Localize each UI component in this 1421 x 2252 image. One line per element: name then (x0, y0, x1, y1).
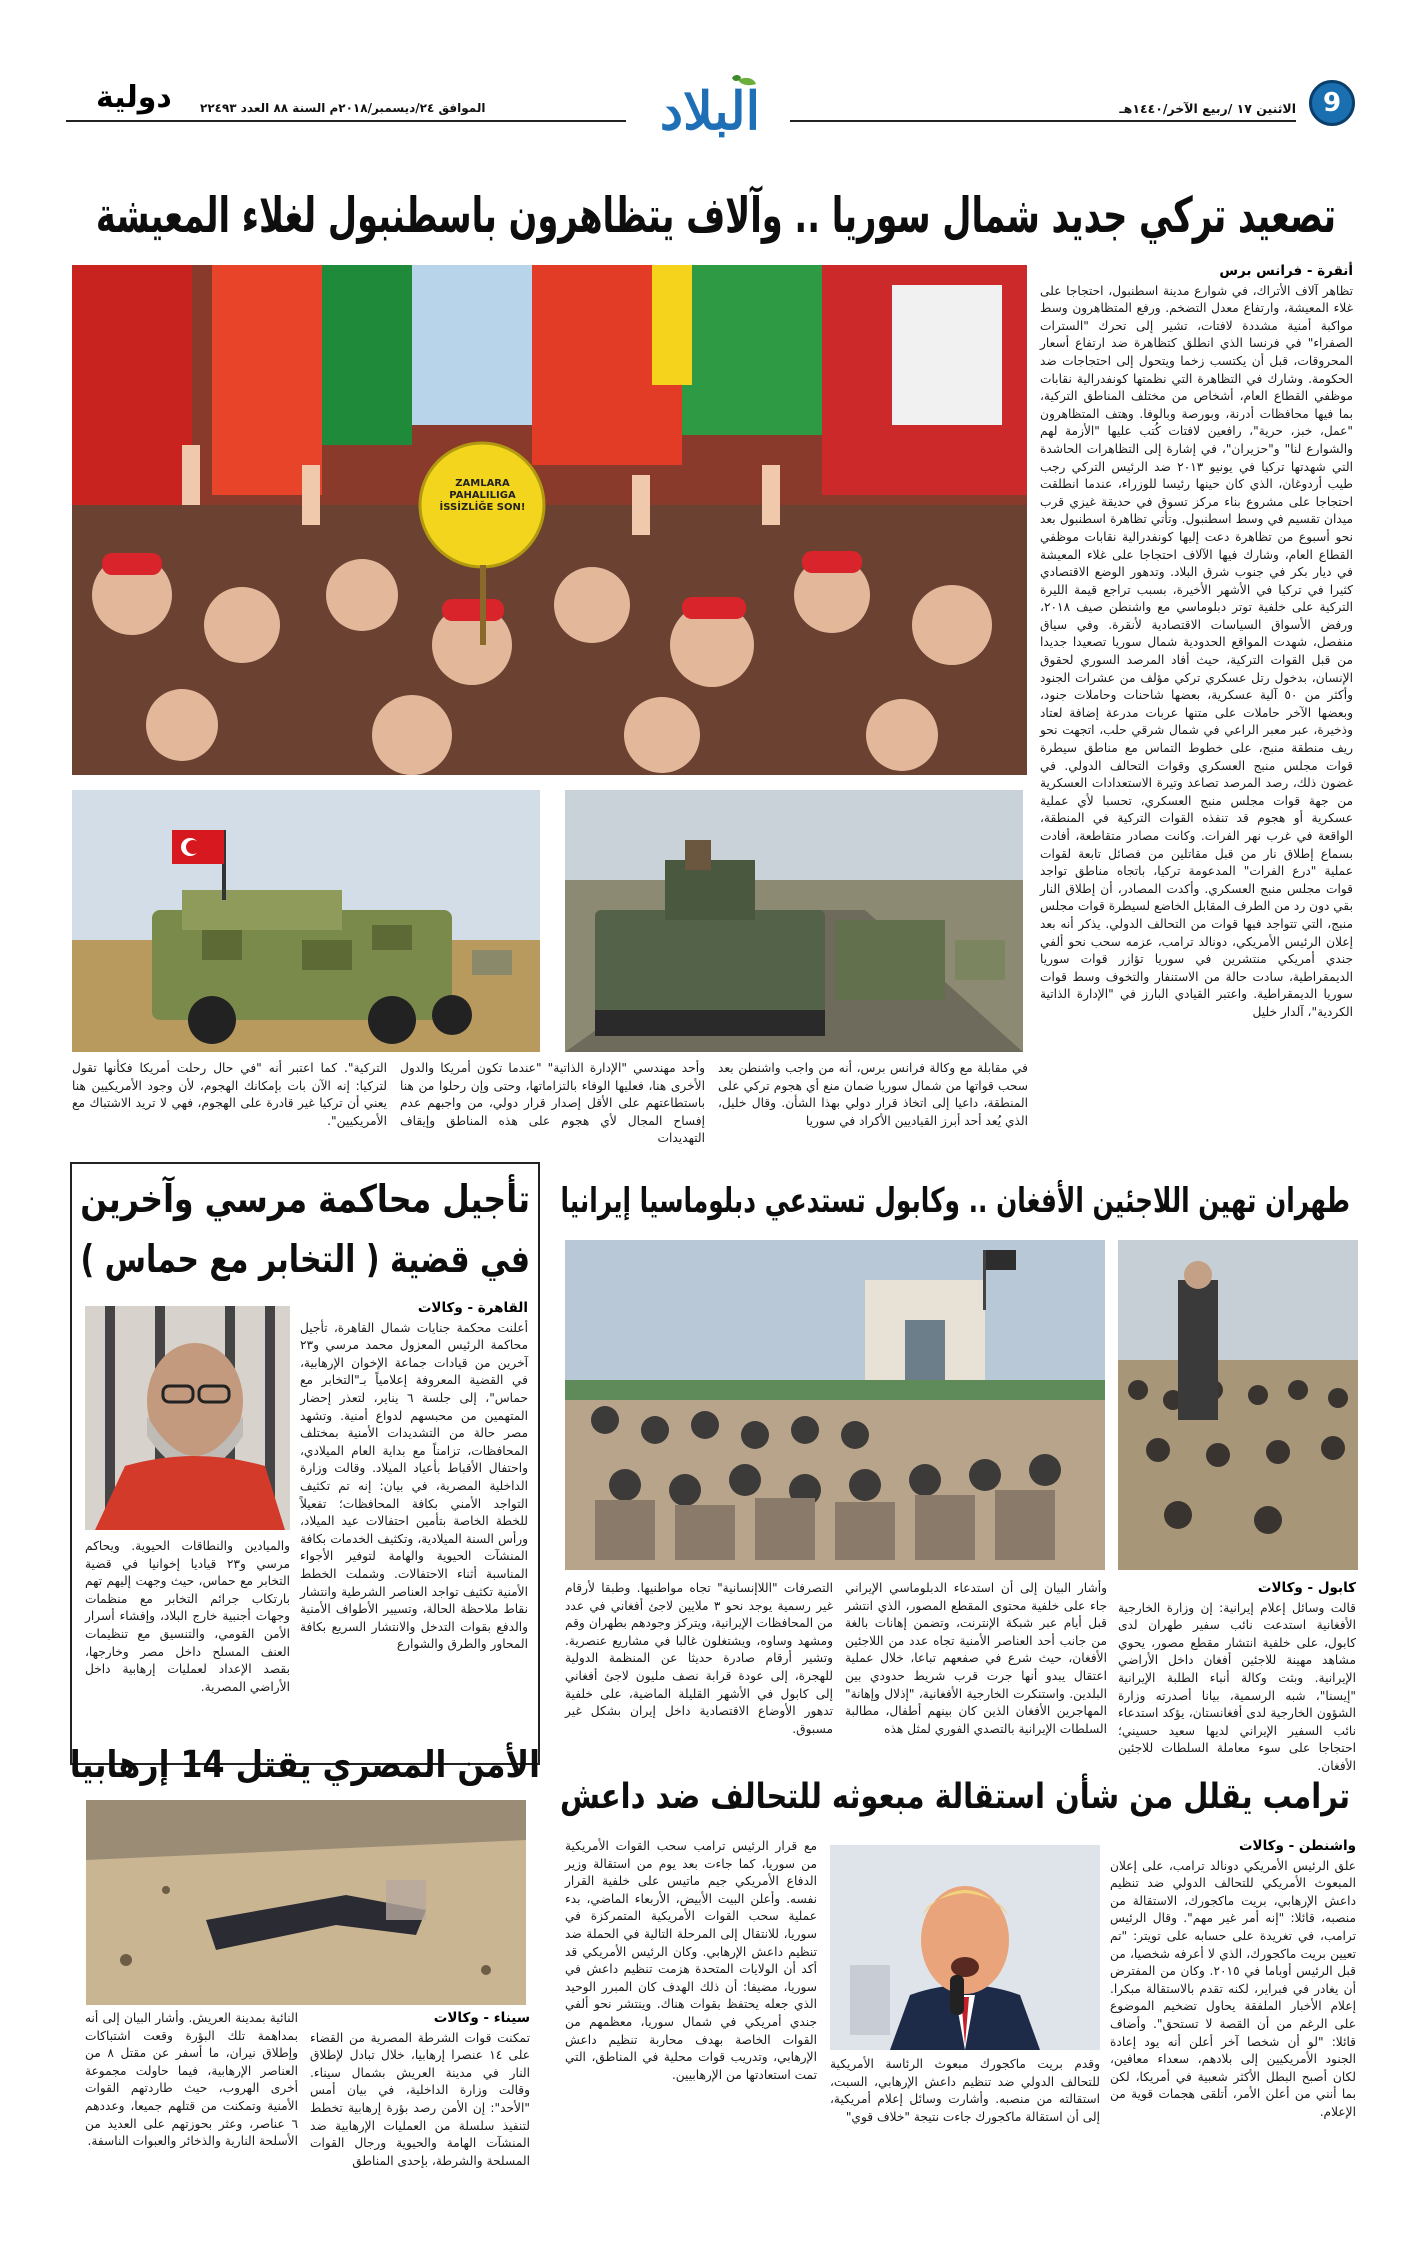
story3-text-3: مع قرار الرئيس ترامب سحب القوات الأمريكية من سوريا، كما جاءت بعد يوم من استقالة وزير الدفاع الأمريكي جيم ماتيس على خلفية القرار نفسه. وأعلن البيت الأبيض، الأربعاء الماضي، بدء عملية سحب القوات الأمريكية المتمركزة في سوريا، للانتقال إلى المرحلة التالية في الحملة ضد تنظيم داعش الإرهابي. وكان الرئيس الأمريكي قد أكد أن الولايات المتحدة هزمت تنظيم داعش في سوريا، مضيفا: أن ذلك الهدف كان المبرر الوحيد الذي جعله يحتفظ بقوات هناك. وينتشر نحو ألفي جندي أمريكي في شمال سوريا، معظمهم من القوات الخاصة بهدف محاربة تنظيم داعش الإرهابي، وتدريب قوات محلية في المناطق، التي تمت استعادتها من الإرهابيين. (565, 1839, 817, 2082)
story5-text-left: النائية بمدينة العريش. وأشار البيان إلى أنه بمداهمة تلك البؤرة وقعت اشتباكات وإطلاق نيران، ما أسفر عن مقتل ٨ من العناصر الإرهابية، فيما حاولت مجموعة أخرى الهروب، حيث طاردتهم القوات الأمنية وتمكنت من قتلهم جميعا، وعددهم ٦ عناصر، وعثر بحوزتهم على العديد من الأسلحة النارية والذخائر والعبوات الناسفة. (85, 2011, 299, 2149)
military-vehicle-photo (72, 790, 540, 1052)
story1-column-4 (72, 1060, 387, 1150)
refugees-photo-1 (565, 1240, 1105, 1570)
story3-dateline: واشنطن - وكالات (1238, 1838, 1356, 1854)
story2-column-3 (565, 1580, 833, 1755)
story1-column-1 (1040, 263, 1353, 1155)
story2-column-2 (845, 1580, 1107, 1755)
story3-text-1: علق الرئيس الأمريكي دونالد ترامب، على إعلان المبعوث الأمريكي للتحالف الدولي ضد تنظيم داعش الإرهابي، بريت ماكجورك، الاستقالة من منصبه، قائلا: "إنه أمر غير مهم". وقال الرئيس ترامب، في تغريدة على حسابه على تويتر: "تم تعيين بريت ماكجورك، الذي لا أعرفه شخصيا، من قبل الرئيس أوباما في ٢٠١٥. وكان من المفترض أن يغادر في فبراير، لكنه تقدم بالاستقالة مبكرا. إعلام الأخبار الملفقة يحاول تضخيم الموضوع على الرغم من أن القصة لا تستحق". وأضاف قائلا: "لو أن شخصا آخر أعلن أنه يود إعادة الجنود الأمريكيين إلى بلادهم، سعداء معافين، لكان أصبح البطل الأكثر شعبية في أمريكا، لكن بما أنني من أعلن الأمر، أتلقى هجمات قوية من الإعلام. (1110, 1858, 1356, 2119)
story4-headline-line1: تأجيل محاكمة مرسي وآخرين (80, 1177, 530, 1221)
trump-photo (830, 1845, 1100, 2050)
story1-text-3: وأحد مهندسي "الإدارة الذاتية" "عندما تكون أمريكا والدول الأخرى هنا، فعليها الوفاء بالتزاماتها، وحتى وإن رحلوا من هنا باستطاعتهم على الأقل إصدار قرار دولي، من واجبهم عدم إفساح المجال لأي هجوم على هذه المناطق وإيقاف التهديدات (400, 1061, 705, 1146)
story1-text-1: تظاهر آلاف الأتراك، في شوارع مدينة اسطنبول، احتجاجا على غلاء المعيشة، وارتفاع معدل التضخم. ورفع المتظاهرون وسط مواكبة أمنية مشددة لافتات، تشير إلى تحرك "السترات الصفراء" في فرنسا الذي انطلق كتظاهرة ضد ارتفاع أسعار المحروقات، قبل أن يكتسب زخما ويتحول إلى احتجاجات ضد الحكومة. وشارك في التظاهرة التي نظمتها كونفدرالية نقابات موظفي القطاع العام، أشخاص من مختلف المناطق التركية، بما فيها محافظات أدرنة، وبورصة وبالوفا. وهتف المتظاهرون "عمل، خبز، حرية"، رافعين لافتات كُتب عليها "الأزمة لهم والشوارع لنا" و"حزيران"، في إشارة إلى التظاهرات الحاشدة التي شهدتها تركيا في يونيو ٢٠١٣ ضد الرئيس التركي رجب طيب أردوغان، الذي كان حينها رئيسا للوزراء، عندما انطلقت احتجاجا على مشروع بناء مركز تسوق في حديقة غيزي قرب ميدان تقسيم في وسط اسطنبول. وتأتي تظاهرة اسطنبول بعد نحو أسبوع من تظاهرة دعت إليها كونفدرالية نقابات موظفي القطاع العام، وشارك فيها الآلاف احتجاجا على غلاء المعيشة في ديار بكر في جنوب شرق البلاد. وتدهور الوضع الاقتصادي كثيرا في تركيا في الأشهر الأخيرة، بسبب تراجع قيمة الليرة التركية على خلفية توتر دبلوماسي مع واشنطن صيف ٢٠١٨، ورفض الأسواق السياسات الاقتصادية لأنقرة. وفي سياق منفصل، شهدت المواقع الحدودية شمال سوريا تصعيدا جديدا من قبل القوات التركية، حيث أفاد المرصد السوري لحقوق الإنسان، بدخول رتل عسكري تركي مؤلف من عشرات الجنود وأكثر من ٥٠ آلية عسكرية، بعضها شاحنات وحاملات جنود، وبعضها الآخر حاملات على متنها عربات مدرعة إضافة لعتاد وذخيرة، عبر معبر الراعي في شمال شرقي حلب، اتجهت نحو ريف منطقة منبج، على خطوط التماس مع مناطق سيطرة قوات مجلس منبج العسكري وقوات التحالف الدولي. في غضون ذلك، رصد المرصد تصاعد وتيرة الاستعدادات العسكرية من جهة قوات مجلس منبج العسكري، تحسبا لأي عملية عسكرية أو هجوم قد تنفذه القوات التركية في المنطقة، الواقعة في غرب نهر الفرات. وكانت مصادر متقاطعة، أفادت بسماع إطلاق نار من قبل مقاتلين من فصائل تابعة لقوات عملية "درع الفرات" المدعومة تركيا، باتجاه مناطق تواجد قوات مجلس منبج العسكري. وأكدت المصادر، أن إطلاق النار بقي دون رد من الطرف المقابل الخاضع لسيطرة قوات مجلس منبج، التي تتواجد فيها قوات من التحالف الدولي. يذكر أنه بعد إعلان الرئيس الأمريكي، دونالد ترامب، عزمه سحب نحو ألفي جندي أمريكي منتشرين في سوريا تؤازر قوات سوريا الديمقراطية، سادت حالة من الاستنفار والتخوف وسط قوات سوريا الديمقراطية. واعتبر القيادي البارز في "الإدارة الذاتية الكردية"، آلدار خليل (1040, 283, 1353, 1019)
page-number: 9 (1322, 88, 1342, 118)
story1-text-2: في مقابلة مع وكالة فرانس برس، أنه من واجب واشنطن بعد سحب قواتها من شمال سوريا ضمان منع أي هجوم تركي على المنطقة، داعيا إلى اتخاذ قرار دولي بهذا الشأن. وقال خليل، الذي يُعد أحد أبرز القياديين الأكراد في سوريا (718, 1061, 1028, 1128)
story1-column-3 (400, 1060, 705, 1150)
protest-sign-text: ZAMLARA PAHALILIGA İSSİZLİĞE SON! (439, 478, 526, 513)
story1-column-2 (718, 1060, 1028, 1150)
military-convoy-photo (565, 790, 1023, 1052)
story2-headline: طهران تهين اللاجئين الأفغان .. وكابول تستدعي دبلوماسيا إيرانيا (560, 1181, 1350, 1221)
story5-text-right: تمكنت قوات الشرطة المصرية من القضاء على ١٤ عنصرا إرهابيا، خلال تبادل لإطلاق النار في مدينة العريش بشمال سيناء. وقالت وزارة الداخلية، في بيان أمس "الأحد": إن الأمن رصد بؤرة إرهابية تخطط لتنفيذ سلسلة من العمليات الإرهابية ضد المنشآت الهامة والحيوية ورجال القوات المسلحة والشرطة، بإحدى المناطق (310, 2030, 531, 2168)
date-gregorian: الموافق ٢٤/ديسمبر/٢٠١٨م السنة ٨٨ العدد ٢٢٤٩٣ (200, 101, 486, 115)
protest-photo (72, 265, 1027, 775)
story4-column-left (85, 1538, 290, 1738)
story5-column-right (310, 2010, 530, 2245)
sinai-photo (86, 1800, 526, 2005)
story4-column-right (300, 1300, 528, 1732)
morsi-photo (85, 1306, 290, 1530)
story2-text-1: قالت وسائل إعلام إيرانية: إن وزارة الخارجية الأفغانية استدعت نائب سفير طهران لدى كابول، على خلفية انتشار مقطع مصور، يحوي مشاهد مهينة للاجئين أفغان داخل الأراضي الإيرانية. وبثت وكالة أنباء الطلبة الإيرانية "إيسنا"، شبه الرسمية، بيانا أصدرته وزارة الشؤون الخارجية لدى أفغانستان، يؤكد استدعاء نائب السفير الإيراني لديها سعيد حسيني؛ احتجاجا على سوء معاملة السلطات للاجئين الأفغان. (1118, 1600, 1356, 1773)
story5-dateline: سيناء - وكالات (433, 2010, 530, 2026)
masthead (0, 0, 1421, 150)
date-hijri: الاثنين ١٧ /ربيع الآخر/١٤٤٠هـ (1119, 101, 1296, 116)
logo (640, 74, 780, 150)
refugees-photo-2 (1118, 1240, 1358, 1570)
page-number-badge (1309, 80, 1355, 126)
story2-dateline: كابول - وكالات (1257, 1580, 1356, 1596)
section-title: دولية (96, 80, 172, 115)
story1-dateline: أنقرة - فرانس برس (1219, 263, 1353, 279)
story3-column-2 (830, 2056, 1100, 2243)
masthead-rule-right (790, 120, 1296, 122)
story4-text-left: والميادين والنطاقات الحيوية. ويحاكم مرسي و٢٣ قياديا إخوانيا في قضية التخابر مع حماس، حيث وجهت إليهم تهم بارتكاب جرائم التخابر مع منظمات وجهات أجنبية خارج البلاد، وإفشاء أسرار الأمن القومي، والتنسيق مع تنظيمات العنف المسلح داخل مصر وخارجها، بقصد الإعداد لعمليات إرهابية داخل الأراضي المصرية. (85, 1539, 290, 1694)
story2-text-2: وأشار البيان إلى أن استدعاء الدبلوماسي الإيراني جاء على خلفية محتوى المقطع المصور، الذي انتشر قبل أيام عبر شبكة الإنترنت، وتضمن إهانات بالغة من جانب أحد العناصر الأمنية تجاه عدد من اللاجئين الأفغان، حيث شرع في صفعهم تباعا، خلال عملية اعتقال يبدو أنها جرت قرب شريط حدودي بين البلدين. واستنكرت الخارجية الأفغانية، "إذلال وإهانة" المهاجرين الأفغان الذين كان بينهم أطفال، مطالبة السلطات الإيرانية بالتصدي الفوري لمثل هذه (845, 1581, 1107, 1736)
story3-column-1 (1110, 1838, 1356, 2243)
story5-column-left (85, 2010, 298, 2245)
story2-column-1 (1118, 1580, 1356, 1773)
story3-headline: ترامب يقلل من شأن استقالة مبعوثه للتحالف ضد داعش (559, 1777, 1350, 1817)
story4-headline-line2: في قضية ( التخابر مع حماس ) (80, 1237, 531, 1281)
story3-text-2: وقدم بريت ماكجورك مبعوث الرئاسة الأمريكية للتحالف الدولي ضد تنظيم داعش الإرهابي، السبت، استقالته من منصبه. وأشارت وسائل إعلام أمريكية، إلى أن استقالة ماكجورك جاءت نتيجة "خلاف قوي" (830, 2057, 1100, 2124)
story3-column-3 (565, 1838, 817, 2243)
masthead-rule-left (66, 120, 626, 122)
story4-text-right: أعلنت محكمة جنايات شمال القاهرة، تأجيل محاكمة الرئيس المعزول محمد مرسي و٢٣ آخرين من قيادات جماعة الإخوان الإرهابية، في القضية المعروفة إعلامياً بـ"التخابر مع حماس"، إلى جلسة ٦ يناير، لتعذر إحضار المتهمين من محبسهم لدواع أمنية. وتشهد مصر حالة من التشديدات الأمنية بمختلف المحافظات، تزامناً مع بداية العام الميلادي، واحتفال الأقباط بأعياد الميلاد. وقالت وزارة الداخلية المصرية، في بيان: إنه تم تكثيف التواجد الأمني بكافة المحافظات؛ تفعيلاً للخطة الخاصة بتأمين احتفالات عيد الميلاد، ورأس السنة الميلادية، وتكثيف الخدمات بكافة المنشآت الحيوية والهامة لتوفير الأجواء المناسبة أثناء الاحتفالات. وشملت الخطط الأمنية تكثيف تواجد العناصر الشرطية وانتشار نقاط ملاحظة الحالة، وتسيير الأطواف الأمنية والدفع بقوات التدخل والانتشار السريع بكافة المحاور والطرق والشوارع (300, 1320, 528, 1652)
logo-text: البلاد (659, 81, 761, 142)
story5-headline: الأمن المصري يقتل 14 إرهابيا (69, 1743, 540, 1786)
story1-headline: تصعيد تركي جديد شمال سوريا .. وآلاف يتظاهرون باسطنبول لغلاء المعيشة (95, 187, 1337, 244)
story4-dateline: القاهرة - وكالات (417, 1300, 528, 1316)
story2-text-3: التصرفات "اللاإنسانية" تجاه مواطنيها. وطبقا لأرقام غير رسمية يوجد نحو ٣ ملايين لاجئ أفغاني في عدد من المحافظات الإيرانية، ويتركز وجودهم بطهران وقم ومشهد وساوه، ويشتغلون غالبا في مشاريع عنصرية. وتشير أرقام صادرة حديثا عن المنظمة الدولية للهجرة، إلى عودة قرابة نصف مليون لاجئ أفغاني إلى كابول في الأشهر القليلة الماضية، على خلفية تدهور الأوضاع الاقتصادية داخل إيران بشكل غير مسبوق. (565, 1581, 833, 1736)
story1-text-4: التركية". كما اعتبر أنه "في حال رحلت أمريكا فكأنها تقول لتركيا: إنه الآن بات بإمكانك الهجوم، لأن وجود الأمريكيين هنا يعني أن تركيا غير قادرة على الهجوم، فهي لا تريد الاشتباك مع الأمريكيين". (72, 1061, 387, 1128)
